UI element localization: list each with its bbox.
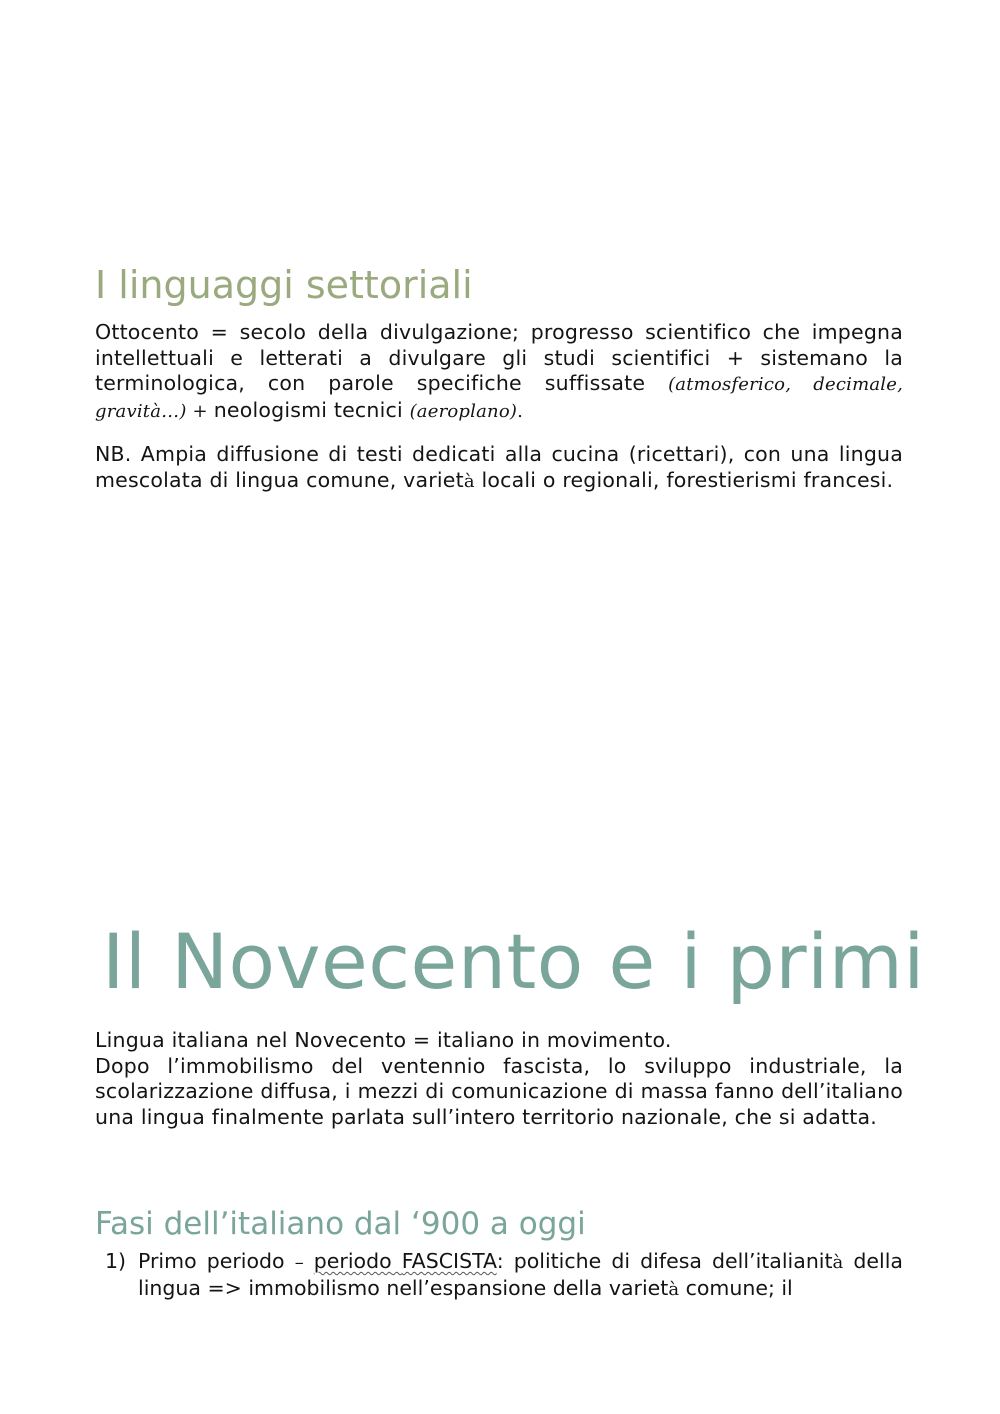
section-heading-fasi: Fasi dell’italiano dal ‘900 a oggi bbox=[95, 1206, 586, 1242]
space bbox=[304, 1249, 314, 1273]
accent-char: à bbox=[832, 1252, 844, 1273]
paragraph-text: neologismi tecnici bbox=[213, 397, 410, 422]
examples-neologisms: (aeroplano) bbox=[409, 400, 518, 422]
period: . bbox=[517, 400, 524, 422]
paragraph-text: Ottocento = secolo della divulgazione; progresso scientifico che impegna intellettuali e letterati a divulgare gli studi scientifici + sistemano la terminologica, con parole specifiche suffissate bbox=[95, 320, 903, 395]
dash: – bbox=[294, 1252, 304, 1273]
paragraph-text: NB. Ampia diffusione di testi dedicati alla cucina (ricettari), con una lingua mescolata di lingua comune, variet bbox=[95, 442, 903, 492]
paragraph-novecento bbox=[95, 1028, 903, 1130]
paragraph-text: locali o regionali, forestierismi francesi. bbox=[474, 467, 894, 492]
period-label-word: FASCISTA bbox=[401, 1249, 497, 1273]
paragraph-nb-cucina bbox=[95, 442, 903, 494]
examples-suffixed-words: (atmosferico, decimale, gravità…) bbox=[95, 374, 903, 422]
list-text: : politiche di difesa dell’italianit bbox=[496, 1249, 833, 1273]
chapter-title-novecento: Il Novecento e i primi bbox=[102, 917, 925, 1006]
paragraph-line: Lingua italiana nel Novecento = italiano in movimento. bbox=[95, 1028, 672, 1052]
section-heading-linguaggi-settoriali: I linguaggi settoriali bbox=[95, 263, 473, 307]
list-item bbox=[105, 1249, 903, 1302]
list-text: Primo periodo bbox=[138, 1249, 295, 1273]
accent-char: à bbox=[463, 470, 475, 492]
list-text: della lingua => immobilismo nell’espansione della variet bbox=[138, 1249, 903, 1300]
list-number: 1) bbox=[105, 1249, 127, 1273]
plus-sign: + bbox=[186, 400, 214, 422]
period-label bbox=[314, 1249, 497, 1273]
list-text: comune; il bbox=[679, 1275, 793, 1300]
paragraph-ottocento bbox=[95, 320, 903, 424]
period-label-word: periodo bbox=[313, 1249, 392, 1273]
space bbox=[392, 1249, 402, 1273]
accent-char: à bbox=[668, 1278, 680, 1300]
paragraph-text: Dopo l’immobilismo del ventennio fascista, lo sviluppo industriale, la scolarizzazione diffusa, i mezzi di comunicazione di massa fanno dell’italiano una lingua finalmente parlata sull’intero territorio nazionale, che si adatta. bbox=[95, 1053, 903, 1129]
phases-list bbox=[105, 1249, 903, 1302]
